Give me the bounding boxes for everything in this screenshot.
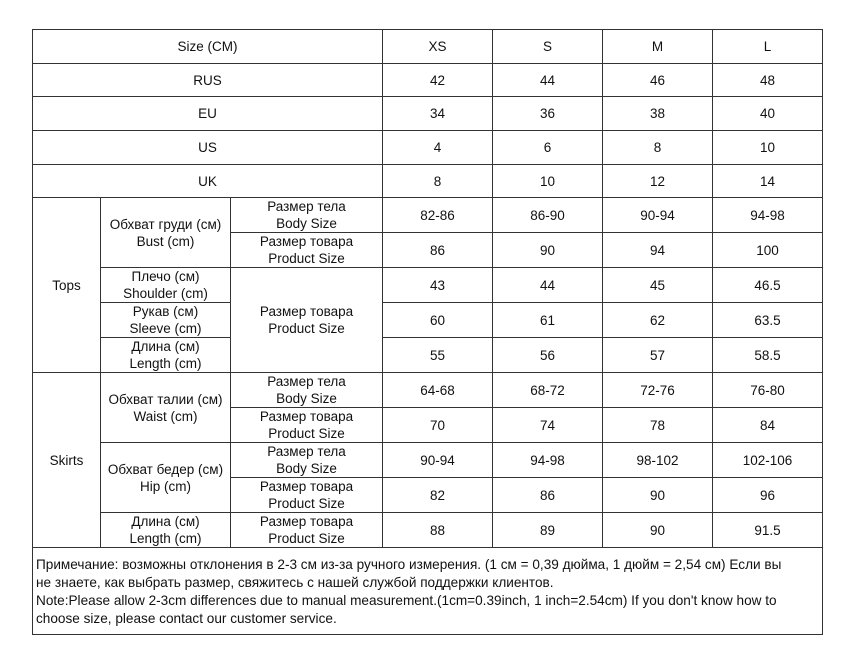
- table-cell: 63.5: [713, 303, 823, 338]
- note-ru-line1: Примечание: возможны отклонения в 2-3 см из-за ручного измерения. (1 см = 0,39 дюйма, 1 дюйм = 2,54 см) Если вы: [36, 557, 782, 573]
- table-cell: 8: [383, 164, 493, 198]
- region-label: EU: [33, 97, 383, 131]
- product-size-ru: Размер товара: [259, 514, 354, 530]
- length-label: [101, 513, 231, 548]
- sleeve-label-en: Sleeve (cm): [129, 321, 202, 337]
- hip-label: [101, 443, 231, 513]
- table-cell: 82-86: [383, 198, 493, 233]
- table-cell: 76-80: [713, 373, 823, 408]
- table-cell: 58.5: [713, 338, 823, 373]
- table-cell: 88: [383, 513, 493, 548]
- product-size-ru: Размер товара: [259, 409, 354, 425]
- table-cell: 46.5: [713, 268, 823, 303]
- table-cell: 56: [493, 338, 603, 373]
- length-label-en: Length (cm): [129, 356, 202, 372]
- skirts-section-label: Skirts: [33, 373, 101, 548]
- table-cell: 64-68: [383, 373, 493, 408]
- waist-label-en: Waist (cm): [133, 408, 198, 424]
- table-cell: 100: [713, 233, 823, 268]
- hip-label-en: Hip (cm): [140, 478, 191, 494]
- measurement-note: [33, 548, 823, 634]
- sleeve-label-ru: Рукав (см): [132, 304, 199, 320]
- table-cell: 38: [603, 97, 713, 131]
- note-row: [33, 548, 823, 634]
- table-cell: 6: [493, 131, 603, 165]
- table-cell: 82: [383, 478, 493, 513]
- shoulder-label: [101, 268, 231, 303]
- table-cell: 90-94: [603, 198, 713, 233]
- note-en-line1: Note:Please allow 2-3cm differences due to manual measurement.(1cm=0.39inch, 1 inch=2.54cm) If you don't know how to: [36, 593, 777, 609]
- waist-label-ru: Обхват талии (см): [108, 391, 223, 407]
- table-cell: 36: [493, 97, 603, 131]
- table-cell: 44: [493, 63, 603, 97]
- size-l-header: L: [713, 30, 823, 64]
- table-cell: 86-90: [493, 198, 603, 233]
- table-cell: 74: [493, 408, 603, 443]
- product-size-en: Product Size: [268, 496, 345, 512]
- tops-shoulder-row: [33, 268, 823, 303]
- size-xs-header: XS: [383, 30, 493, 64]
- body-size-en: Body Size: [276, 461, 337, 477]
- hip-label-ru: Обхват бедер (см): [107, 461, 224, 477]
- skirts-waist-body-row: [33, 373, 823, 408]
- table-cell: 10: [493, 164, 603, 198]
- waist-label: [101, 373, 231, 443]
- length-label-ru: Длина (см): [131, 514, 200, 530]
- table-cell: 34: [383, 97, 493, 131]
- body-size-en: Body Size: [276, 216, 337, 232]
- skirts-length-row: [33, 513, 823, 548]
- bust-label: [101, 198, 231, 268]
- table-cell: 62: [603, 303, 713, 338]
- table-cell: 94-98: [713, 198, 823, 233]
- table-cell: 57: [603, 338, 713, 373]
- table-cell: 8: [603, 131, 713, 165]
- table-cell: 86: [383, 233, 493, 268]
- table-cell: 48: [713, 63, 823, 97]
- shoulder-label-en: Shoulder (cm): [123, 286, 208, 302]
- table-cell: 89: [493, 513, 603, 548]
- product-size-label: [231, 268, 383, 373]
- body-size-label: [231, 373, 383, 408]
- region-label: UK: [33, 164, 383, 198]
- table-cell: 90: [603, 513, 713, 548]
- body-size-ru: Размер тела: [267, 199, 346, 215]
- table-cell: 90: [603, 478, 713, 513]
- product-size-en: Product Size: [268, 251, 345, 267]
- tops-sleeve-row: [33, 303, 823, 338]
- table-cell: 72-76: [603, 373, 713, 408]
- body-size-ru: Размер тела: [267, 444, 346, 460]
- table-cell: 91.5: [713, 513, 823, 548]
- size-s-header: S: [493, 30, 603, 64]
- table-cell: 70: [383, 408, 493, 443]
- region-label: RUS: [33, 63, 383, 97]
- size-m-header: M: [603, 30, 713, 64]
- sleeve-label: [101, 303, 231, 338]
- length-label: [101, 338, 231, 373]
- body-size-label: [231, 198, 383, 233]
- table-cell: 68-72: [493, 373, 603, 408]
- table-cell: 55: [383, 338, 493, 373]
- table-cell: 78: [603, 408, 713, 443]
- tops-length-row: [33, 338, 823, 373]
- product-size-ru: Размер товара: [259, 304, 354, 320]
- body-size-label: [231, 443, 383, 478]
- product-size-label: [231, 233, 383, 268]
- table-cell: 96: [713, 478, 823, 513]
- table-cell: 4: [383, 131, 493, 165]
- note-en-line2: choose size, please contact our customer service.: [36, 610, 337, 626]
- region-row-eu: [33, 97, 823, 131]
- table-cell: 12: [603, 164, 713, 198]
- table-cell: 14: [713, 164, 823, 198]
- length-label-ru: Длина (см): [131, 339, 200, 355]
- region-row-uk: [33, 164, 823, 198]
- table-cell: 44: [493, 268, 603, 303]
- product-size-en: Product Size: [268, 321, 345, 337]
- region-row-rus: [33, 63, 823, 97]
- table-cell: 94: [603, 233, 713, 268]
- table-cell: 90-94: [383, 443, 493, 478]
- table-cell: 46: [603, 63, 713, 97]
- table-cell: 94-98: [493, 443, 603, 478]
- body-size-en: Body Size: [276, 391, 337, 407]
- skirts-hip-body-row: [33, 443, 823, 478]
- header-row: [33, 30, 823, 64]
- bust-label-en: Bust (cm): [136, 233, 195, 249]
- size-chart-table: [32, 29, 823, 635]
- length-label-en: Length (cm): [129, 531, 202, 547]
- table-cell: 60: [383, 303, 493, 338]
- table-cell: 61: [493, 303, 603, 338]
- product-size-ru: Размер товара: [259, 479, 354, 495]
- region-label: US: [33, 131, 383, 165]
- product-size-label: [231, 478, 383, 513]
- bust-label-ru: Обхват груди (см): [109, 216, 222, 232]
- table-cell: 45: [603, 268, 713, 303]
- product-size-en: Product Size: [268, 426, 345, 442]
- table-cell: 42: [383, 63, 493, 97]
- table-cell: 10: [713, 131, 823, 165]
- tops-section-label: Tops: [33, 198, 101, 373]
- body-size-ru: Размер тела: [267, 374, 346, 390]
- product-size-en: Product Size: [268, 531, 345, 547]
- table-cell: 98-102: [603, 443, 713, 478]
- product-size-label: [231, 513, 383, 548]
- note-ru-line2: не знаете, как выбрать размер, свяжитесь с нашей службой поддержки клиентов.: [36, 575, 554, 591]
- product-size-ru: Размер товара: [259, 234, 354, 250]
- table-cell: 90: [493, 233, 603, 268]
- table-cell: 102-106: [713, 443, 823, 478]
- table-cell: 86: [493, 478, 603, 513]
- table-cell: 84: [713, 408, 823, 443]
- table-cell: 43: [383, 268, 493, 303]
- shoulder-label-ru: Плечо (см): [131, 269, 200, 285]
- tops-bust-body-row: [33, 198, 823, 233]
- product-size-label: [231, 408, 383, 443]
- size-cm-header: Size (CM): [33, 30, 383, 64]
- region-row-us: [33, 131, 823, 165]
- table-cell: 40: [713, 97, 823, 131]
